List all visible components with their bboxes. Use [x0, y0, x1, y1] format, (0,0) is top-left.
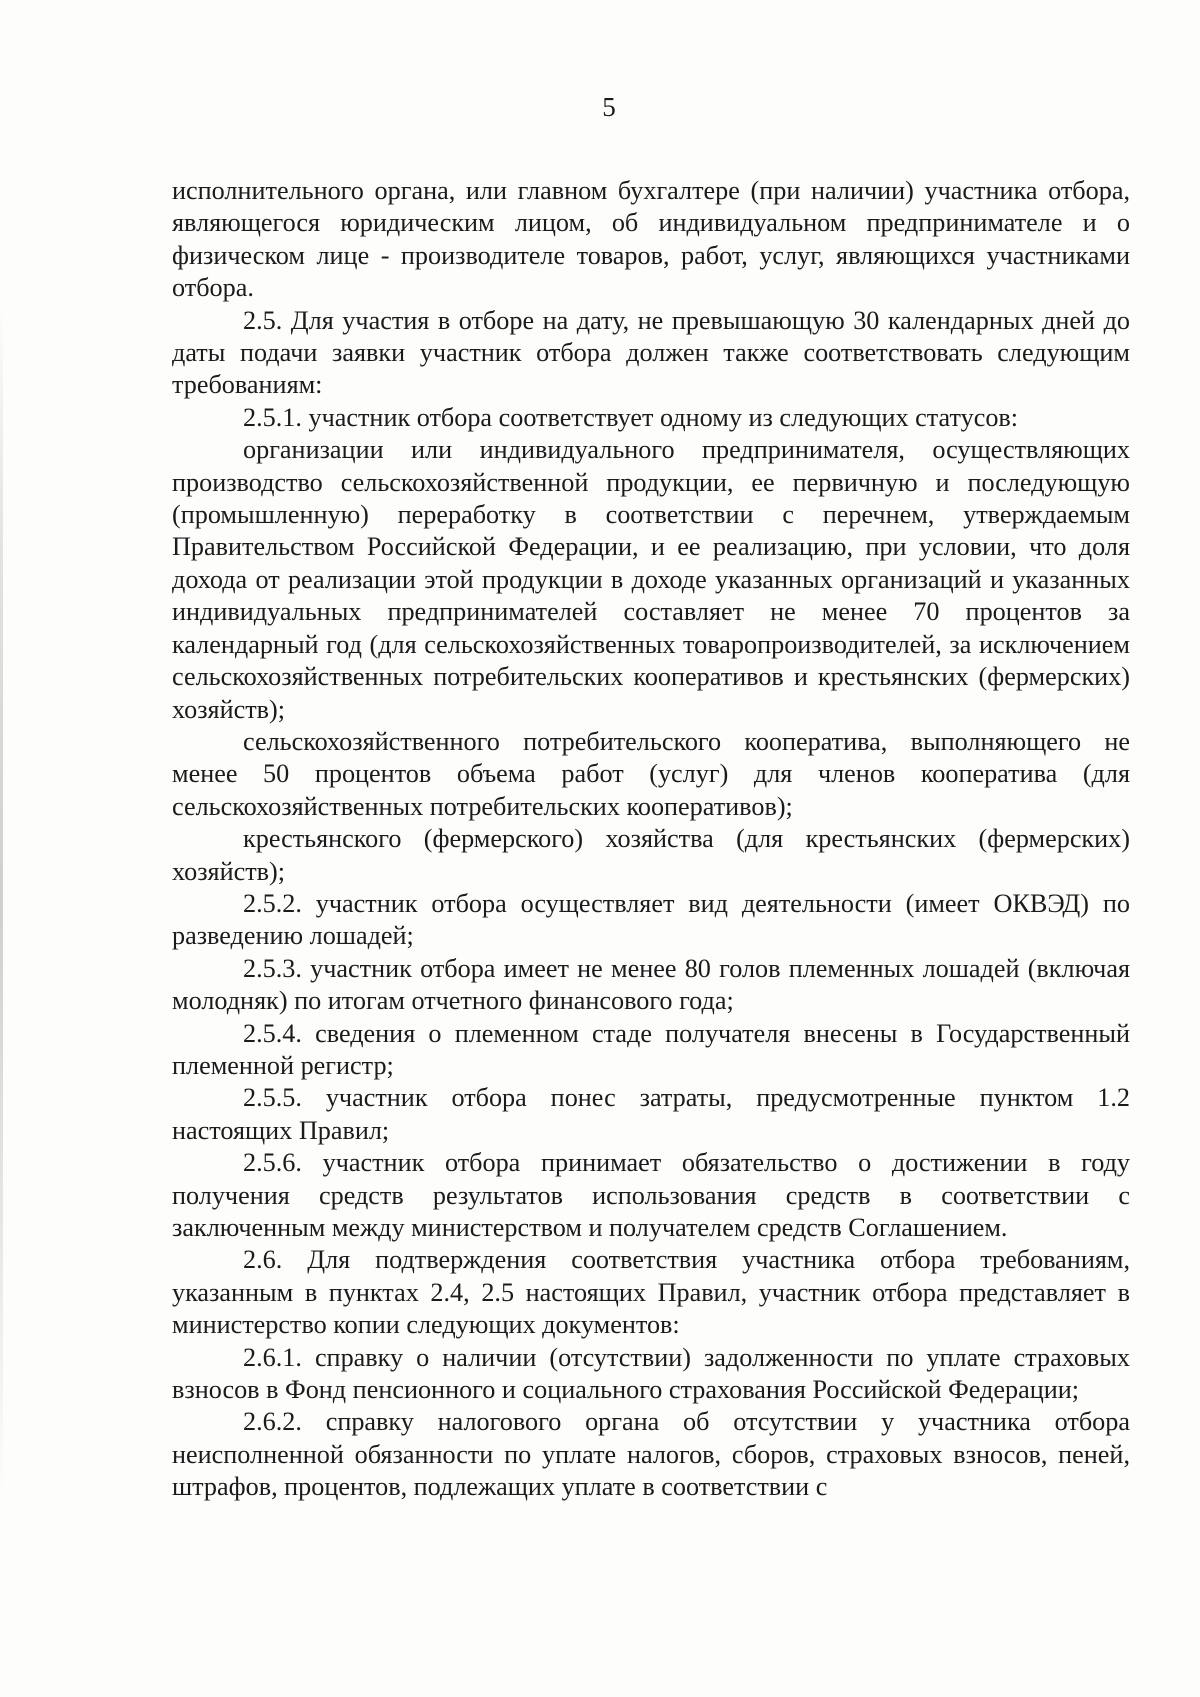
paragraph-2-6: 2.6. Для подтверждения соответствия участника отбора требованиям, указанным в пунктах 2.4, 2.5 настоящих Правил, участник отбора представляет в министерство копии следующих документов: [172, 1245, 1130, 1340]
document-body [172, 175, 1130, 1504]
paragraph-2-6-2: 2.6.2. справку налогового органа об отсутствии у участника отбора неисполненной обязанности по уплате налогов, сборов, страховых взносов, пеней, штрафов, процентов, подлежащих уплате в соответствии с [172, 1407, 1130, 1502]
paragraph-2-5-3: 2.5.3. участник отбора имеет не менее 80 голов племенных лошадей (включая молодняк) по итогам отчетного финансового года; [172, 953, 1130, 1016]
page-number: 5 [602, 92, 616, 122]
paragraph-continuation: исполнительного органа, или главном бухгалтере (при наличии) участника отбора, являющегося юридическим лицом, об индивидуальном предпринимателе и о физическом лице - производителе товаров, работ, услуг, являющихся участниками отбора. [172, 176, 1130, 303]
paragraph-2-5: 2.5. Для участия в отборе на дату, не превышающую 30 календарных дней до даты подачи заявки участник отбора должен также соответствовать следующим требованиям: [172, 305, 1130, 400]
paragraph-status-organizations: организации или индивидуального предпринимателя, осуществляющих производство сельскохозяйственной продукции, ее первичную и последующую (промышленную) переработку в соответствии с перечнем, утверждаемым Правительством Российской Федерации, и ее реализацию, при условии, что доля дохода от реализации этой продукции в доходе указанных организаций и указанных индивидуальных предпринимателей составляет не менее 70 процентов за календарный год (для сельскохозяйственных товаропроизводителей, за исключением сельскохозяйственных потребительских кооперативов и крестьянских (фермерских) хозяйств); [172, 435, 1130, 724]
paragraph-status-farm: крестьянского (фермерского) хозяйства (для крестьянских (фермерских) хозяйств); [172, 824, 1130, 886]
paragraph-2-6-1: 2.6.1. справку о наличии (отсутствии) задолженности по уплате страховых взносов в Фонд пенсионного и социального страхования Российской Федерации; [172, 1342, 1130, 1405]
paragraph-2-5-4: 2.5.4. сведения о племенном стаде получателя внесены в Государственный племенной регистр; [172, 1018, 1130, 1080]
paragraph-2-5-1: 2.5.1. участник отбора соответствует одному из следующих статусов: [243, 402, 1019, 432]
paragraph-2-5-6: 2.5.6. участник отбора принимает обязательство о достижении в году получения средств результатов использования средств в соответствии с заключенным между министерством и получателем средств Соглашением. [172, 1148, 1130, 1242]
paragraph-status-cooperative: сельскохозяйственного потребительского кооператива, выполняющего не менее 50 процентов объема работ (услуг) для членов кооператива (для сельскохозяйственных потребительских кооперативов); [172, 726, 1130, 821]
paragraph-2-5-2: 2.5.2. участник отбора осуществляет вид деятельности (имеет ОКВЭД) по разведению лошадей; [172, 888, 1130, 951]
scan-edge-shadow [0, 300, 3, 1500]
paragraph-2-5-5: 2.5.5. участник отбора понес затраты, предусмотренные пунктом 1.2 настоящих Правил; [172, 1083, 1130, 1145]
